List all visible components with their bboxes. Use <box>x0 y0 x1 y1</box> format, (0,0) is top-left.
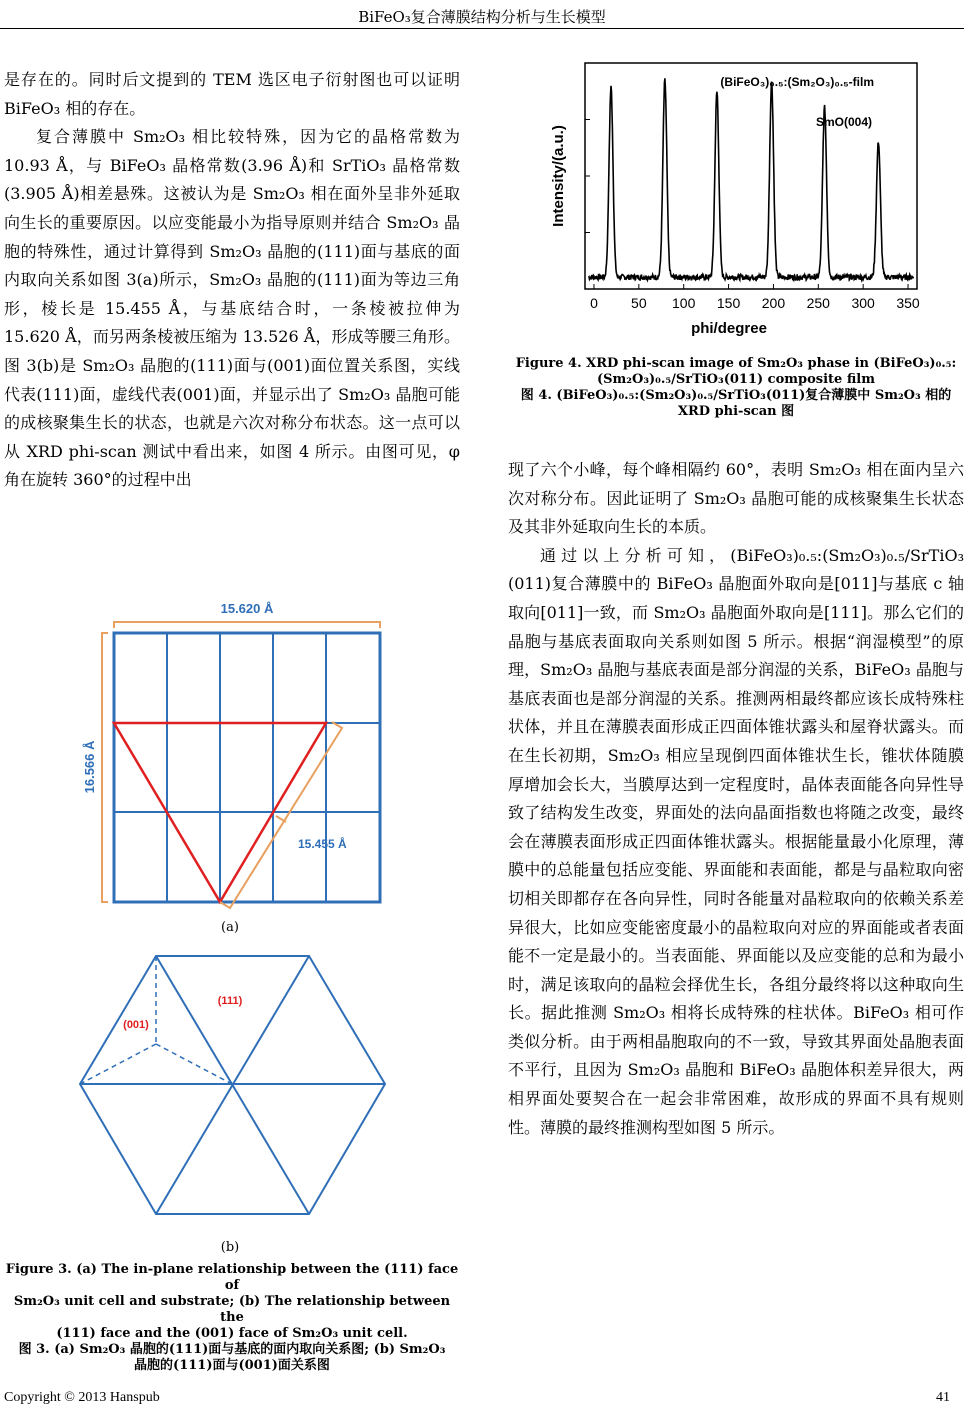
paragraph: 通过以上分析可知，(BiFeO₃)₀.₅:(Sm₂O₃)₀.₅/SrTiO₃ (011)复合薄膜中的 BiFeO₃ 晶胞面外取向是[011]与基底 c 轴取向[011]一致，而 Sm₂O₃ 晶胞面外取向是[111]。那么它们的晶胞与基底表面取向关系则如图 5 所示。根据“润湿模型”的原理，Sm₂O₃ 晶胞与基底表面是部分润湿的关系，BiFeO₃ 晶胞与基底表面也是部分润湿的关系。推测两相最终都应该长成特殊柱状体，并且在薄膜表面形成正四面体锥状露头和屋脊状露头。而在生长初期，Sm₂O₃ 相应呈现倒四面体锥状生长，锥状体随膜厚增加会长大，当膜厚达到一定程度时，晶体表面能各向异性导致了结构发生改变，界面处的法向晶面指数也将随之改变，最终会在薄膜表面形成正四面体锥状露头。根据能量最小化原理，薄膜中的总能量包括应变能、界面能和表面能，都是与晶粒取向密切相关即都存在各向异性，同时各能量对晶粒取向的依赖关系差异很大，比如应变能密度最小的晶粒取向对应的界面能或者表面能不一定是最小的。当表面能、界面能以及应变能的总和为最小时，满足该取向的晶粒会择优生长，各组分最终将以这种取向生长。据此推测 Sm₂O₃ 相将长成特殊的柱状体。BiFeO₃ 相可作类似分析。由于两相晶胞取向的不一致，导致其界面处晶胞表面不平行，且因为 Sm₂O₃ 晶胞和 BiFeO₃ 晶胞体积差异很大，两相界面处要契合在一起会非常困难，故形成的界面不具有规则性。薄膜的最终推测构型如图 5 所示。 <box>508 545 964 1137</box>
paragraph: 现了六个小峰，每个峰相隔约 60°，表明 Sm₂O₃ 相在面内呈六次对称分布。因此证明了 Sm₂O₃ 晶胞可能的成核聚集生长状态及其非外延取向生长的本质。 <box>508 460 964 537</box>
figure-3a-label: (a) <box>221 920 239 935</box>
figure-4-chart <box>552 50 932 350</box>
series-label: SmO(004) <box>815 115 872 129</box>
figure-3b-label: (b) <box>220 1240 240 1255</box>
x-tick-label: 100 <box>672 295 696 311</box>
x-tick-label: 300 <box>851 295 875 311</box>
copyright: Copyright © 2013 Hanspub <box>4 1390 160 1405</box>
figure-3b <box>80 948 390 1228</box>
header-rule <box>0 28 964 29</box>
x-tick-label: 350 <box>896 295 920 311</box>
x-tick-label: 250 <box>806 295 830 311</box>
left-column <box>4 66 460 495</box>
x-tick-label: 0 <box>590 295 598 311</box>
x-tick-label: 200 <box>761 295 786 311</box>
plot-frame <box>585 63 917 289</box>
figure-3a <box>80 596 390 916</box>
edge-length-label: 15.455 Å <box>298 837 347 851</box>
paragraph: 是存在的。同时后文提到的 TEM 选区电子衍射图也可以证明 BiFeO₃ 相的存在。 <box>4 70 460 118</box>
face-001-label: (001) <box>123 1019 149 1031</box>
figure-4-caption: Figure 4. XRD phi-scan image of Sm₂O₃ phase in (BiFeO₃)₀.₅: (Sm₂O₃)₀.₅/SrTiO₃(011) composite film 图 4. (BiFeO₃)₀.₅:(Sm₂O₃)₀.₅/SrTiO₃(011)复合薄膜中 Sm₂O₃ 相的 XRD phi-scan 图 <box>515 356 957 419</box>
legend-title: (BiFeO₃)₀.₅:(Sm₂O₃)₀.₅-film <box>720 75 874 89</box>
series-line <box>589 78 914 280</box>
face-001-dashed <box>80 956 232 1084</box>
figure-3-caption: Figure 3. (a) The in-plane relationship between the (111) face of Sm₂O₃ unit cell and substrate; (b) The relationship between the (111) face and the (001) face of Sm₂O₃ unit cell. 图 3. (a) Sm₂O₃ 晶胞的(111)面与基底的面内取向关系图; (b) Sm₂O₃ 晶胞的(111)面与(001)面关系图 <box>5 1262 459 1373</box>
y-axis-label: Intensity/(a.u.) <box>550 125 567 227</box>
top-length-label: 15.620 Å <box>220 601 274 616</box>
side-length-label: 16.566 Å <box>82 740 97 794</box>
x-axis-label: phi/degree <box>691 320 767 337</box>
face-111-label: (111) <box>217 995 243 1007</box>
paragraph: 复合薄膜中 Sm₂O₃ 相比较特殊，因为它的晶格常数为 10.93 Å，与 BiFeO₃ 晶格常数(3.96 Å)和 SrTiO₃ 晶格常数(3.905 Å)相差悬殊。这被认为是 Sm₂O₃ 相在面外呈非外延取向生长的重要原因。以应变能最小为指导原则并结合 Sm₂O₃ 晶胞的特殊性，通过计算得到 Sm₂O₃ 晶胞的(111)面与基底的面内取向关系如图 3(a)所示，Sm₂O₃ 晶胞的(111)面为等边三角形，棱长是 15.455 Å，与基底结合时，一条棱被拉伸为 15.620 Å，而另两条棱被压缩为 13.526 Å，形成等腰三角形。图 3(b)是 Sm₂O₃ 晶胞的(111)面与(001)面位置关系图，实线代表(111)面，虚线代表(001)面，并显示出了 Sm₂O₃ 晶胞可能的成核聚集生长的状态，也就是六次对称分布状态。这一点可以从 XRD phi-scan 测试中看出来，如图 4 所示。由图可见，φ 角在旋转 360°的过程中出 <box>4 127 460 490</box>
x-tick-label: 150 <box>716 295 741 311</box>
right-column <box>508 456 964 1142</box>
x-tick-label: 50 <box>631 295 647 311</box>
running-header: BiFeO₃复合薄膜结构分析与生长模型 <box>358 8 606 26</box>
page-number: 41 <box>936 1390 950 1405</box>
